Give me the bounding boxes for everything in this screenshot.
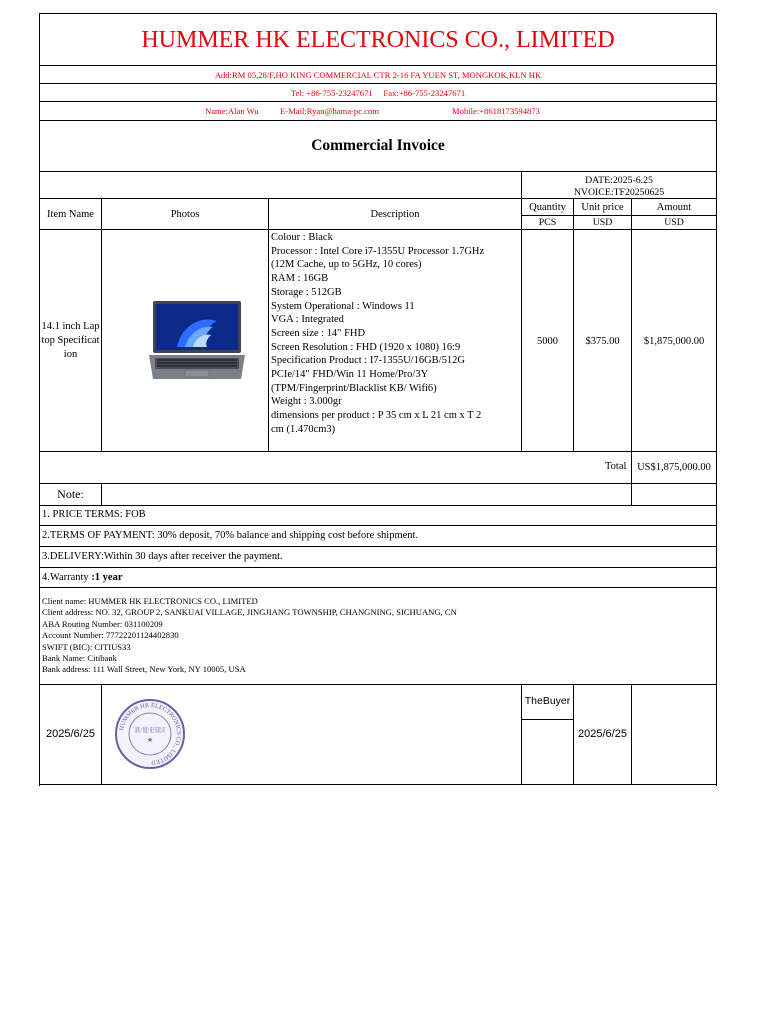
seal-text-cn: 海馬（香港） [135,726,174,734]
bank-line: Account Number: 77722201124402830 [42,630,179,641]
description-line: Screen Resolution : FHD (1920 x 1080) 16:9 [271,341,461,353]
bank-line: Client address: NO. 32, GROUP 2, SANKUAI VILLAGE, JINGJIANG TOWNSHIP, CHANGNING, SICHUANG, CN [42,607,457,618]
bank-details [42,596,457,676]
invoice-date: DATE:2025-6.25 [585,174,653,186]
bank-line: ABA Routing Number: 031100209 [42,618,163,629]
description-line: RAM : 16GB [271,273,329,285]
company-contact-mobile: Mobile:+8618173594873 [452,106,540,116]
description-line: Specification Product : I7-1355U/16GB/512G [271,355,465,367]
item-name: 14.1 inch Laptop Specification [41,320,100,360]
warranty-prefix: 4.Warranty [42,572,92,583]
product-description [271,231,521,437]
bank-line: Client name: HUMMER HK ELECTRONICS CO., LIMITED [42,596,258,606]
header-unit-price: Unit price [581,201,624,213]
tel-fax-text: Tel: +86-755-23247671 Fax:+86-755-23247671 [290,87,466,98]
bank-line: SWIFT (BIC): CITIUS33 [42,641,131,652]
buyer-label: TheBuyer [524,695,571,707]
description-line: Weight : 3.000gr [271,396,342,408]
seal-text: HUMMER HK ELECTRONICS CO., LIMITED [118,701,183,767]
row-amount: $1,875,000.00 [643,335,705,347]
company-seal-stamp [114,698,186,770]
description-line: PCIe/14" FHD/Win 11 Home/Pro/3Y [271,369,429,381]
description-line: System Operational : Windows 11 [271,300,415,312]
row-unit-price: $375.00 [585,335,620,347]
warranty-value: :1 year [91,572,123,583]
note-label: Note: [57,487,84,501]
svg-text:★: ★ [146,736,154,744]
description-line: Storage : 512GB [271,286,342,298]
bank-line: Bank Name: Citibank [42,653,117,664]
company-name: HUMMER HK ELECTRONICS CO., LIMITED [141,26,615,53]
unit-quantity: PCS [538,217,557,228]
delivery-terms: 3.DELIVERY:Within 30 days after receiver the payment. [42,551,283,562]
description-line: dimensions per product : P 35 cm x L 21 cm x T 2 [271,410,482,422]
invoice-title: Commercial Invoice [311,137,445,154]
warranty-terms [42,572,123,583]
company-address: Add:RM 05,28/F,HO KING COMMERCIAL CTR 2-16 FA YUEN ST, MONGKOK,KLN HK [214,69,542,80]
header-description: Description [370,208,420,220]
invoice-number: NVOICE:TF20250625 [573,186,665,198]
unit-unit-price: USD [592,217,613,228]
payment-terms: 2.TERMS OF PAYMENT: 30% deposit, 70% balance and shipping cost before shipment. [42,530,419,541]
price-terms: 1. PRICE TERMS: FOB [42,509,146,520]
description-line: cm (1.470cm3) [271,423,336,435]
bank-line: Bank address: 111 Wall Street, New York, NY 10005, USA [42,664,246,675]
company-tel-fax [40,84,716,101]
header-quantity: Quantity [529,201,566,213]
description-line: (TPM/Fingerprint/Blacklist KB/ Wifi6) [271,382,437,394]
header-photos: Photos [170,208,200,220]
description-line: (12M Cache, up to 5GHz, 10 cores) [271,259,422,271]
header-item-name: Item Name [47,208,94,220]
laptop-photo [147,299,247,383]
total-value: US$1,875,000.00 [637,461,711,473]
buyer-date: 2025/6/25 [578,728,627,740]
seller-date: 2025/6/25 [46,728,95,740]
description-line: Processor : Intel Core i7-1355U Processor 1.7GHz [271,245,485,257]
unit-amount: USD [664,217,684,228]
description-line: VGA : Integrated [271,314,344,326]
description-line: Colour : Black [271,232,333,243]
description-line: Screen size : 14" FHD [271,327,366,339]
company-contact-name: Name:Alan Wu [205,106,259,116]
row-quantity: 5000 [537,335,558,347]
company-contact-email: E-Mail:Ryan@hama-pc.com [280,106,379,116]
header-amount: Amount [656,201,692,213]
total-label: Total [605,461,627,472]
